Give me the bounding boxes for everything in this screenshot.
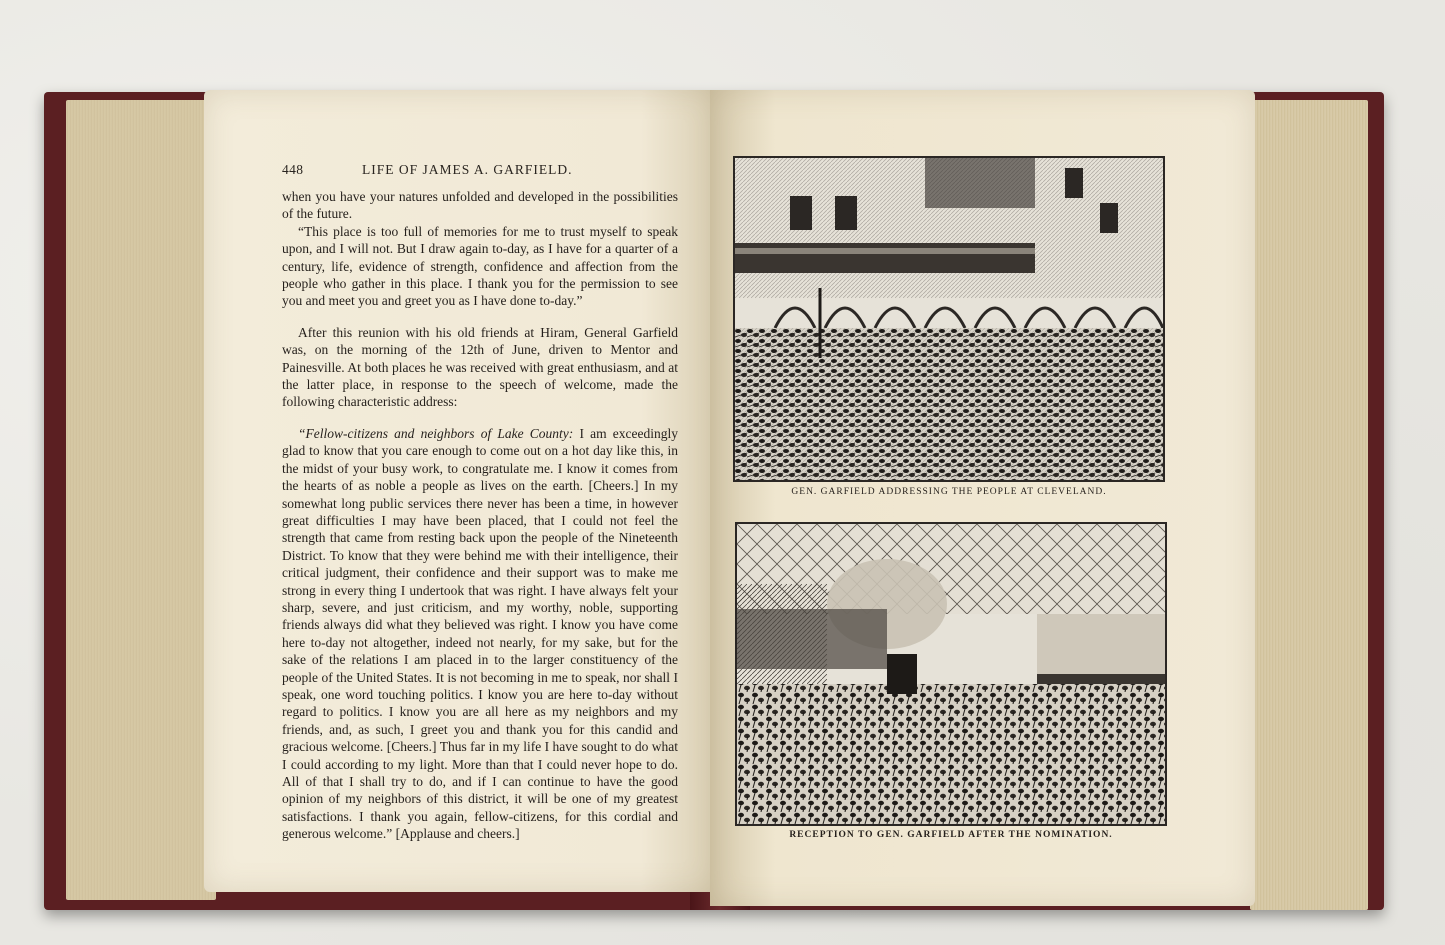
caption-top: GEN. GARFIELD ADDRESSING THE PEOPLE AT CLEVELAND. bbox=[791, 487, 1107, 497]
engraving-cleveland-address bbox=[733, 156, 1165, 482]
paragraph-continuation: when you have your natures unfolded and developed in the possibilities of the future. bbox=[282, 189, 678, 222]
paragraph-narrative: After this reunion with his old friends at Hiram, General Garfield was, on the morning of the 12th of June, driven to Mentor and Painesville. At both places he was received with great enthusiasm, and at the latter place, in response to the speech of welcome, made the following characteristic address: bbox=[282, 324, 678, 410]
page-header bbox=[282, 162, 682, 184]
page-number: 448 bbox=[282, 162, 304, 177]
address-salutation: “Fellow-citizens and neighbors of Lake County: bbox=[298, 425, 574, 441]
right-page-block-edge bbox=[1250, 100, 1368, 910]
paragraph-address bbox=[282, 425, 678, 843]
caption-bottom: RECEPTION TO GEN. GARFIELD AFTER THE NOMINATION. bbox=[789, 830, 1113, 840]
left-page-block-edge bbox=[66, 100, 216, 900]
paragraph-quote: “This place is too full of memories for me to trust myself to speak upon, and I will not. But I draw again to-day, as I have for a quarter of a century, life, evidence of strength, confidence and affection from the people who gather in this place. I thank you for the permission to see you and meet you and greet you as I have done to-day.” bbox=[282, 223, 678, 309]
running-head: LIFE OF JAMES A. GARFIELD. bbox=[362, 162, 573, 177]
address-body: I am exceedingly glad to know that you care enough to come out on a hot day like this, in the midst of your busy work, to congratulate me. I know it comes from the hearts of as noble a people as lives on the earth. [Cheers.] In my somewhat long public services there never has been a time, in however great difficulties I may have been placed, that I could not feel the strength that came from resting back upon the people of the Nineteenth District. To know that they were behind me with their intelligence, their critical judgment, their confidence and their support was to make me strong in every thing I undertook that was right. I have always felt your sharp, severe, and just criticism, and my worthy, noble, supporting friends always did what they believed was right. I know you have come here to-day not altogether, indeed not nearly, for my sake, but for the sake of the relations I am placed in to the larger constituency of the people of the United States. It is not becoming in me to speak, nor shall I speak, one word touching politics. I know you are here to-day without regard to politics. I know you are all here as my neighbors and my friends, and, as such, I greet you and thank you for this candid and gracious welcome. [Cheers.] Thus far in my life I have sought to do what I could according to my light. More than that I could never hope to do. All of that I shall try to do, and if I can continue to have the good opinion of my neighbors of this district, it will be one of my greatest satisfactions. I thank you again, fellow-citizens, for this cordial and generous welcome.” [Applause and cheers.] bbox=[282, 425, 678, 842]
engraving-reception-after-nomination bbox=[735, 522, 1167, 826]
body-text bbox=[282, 188, 678, 843]
